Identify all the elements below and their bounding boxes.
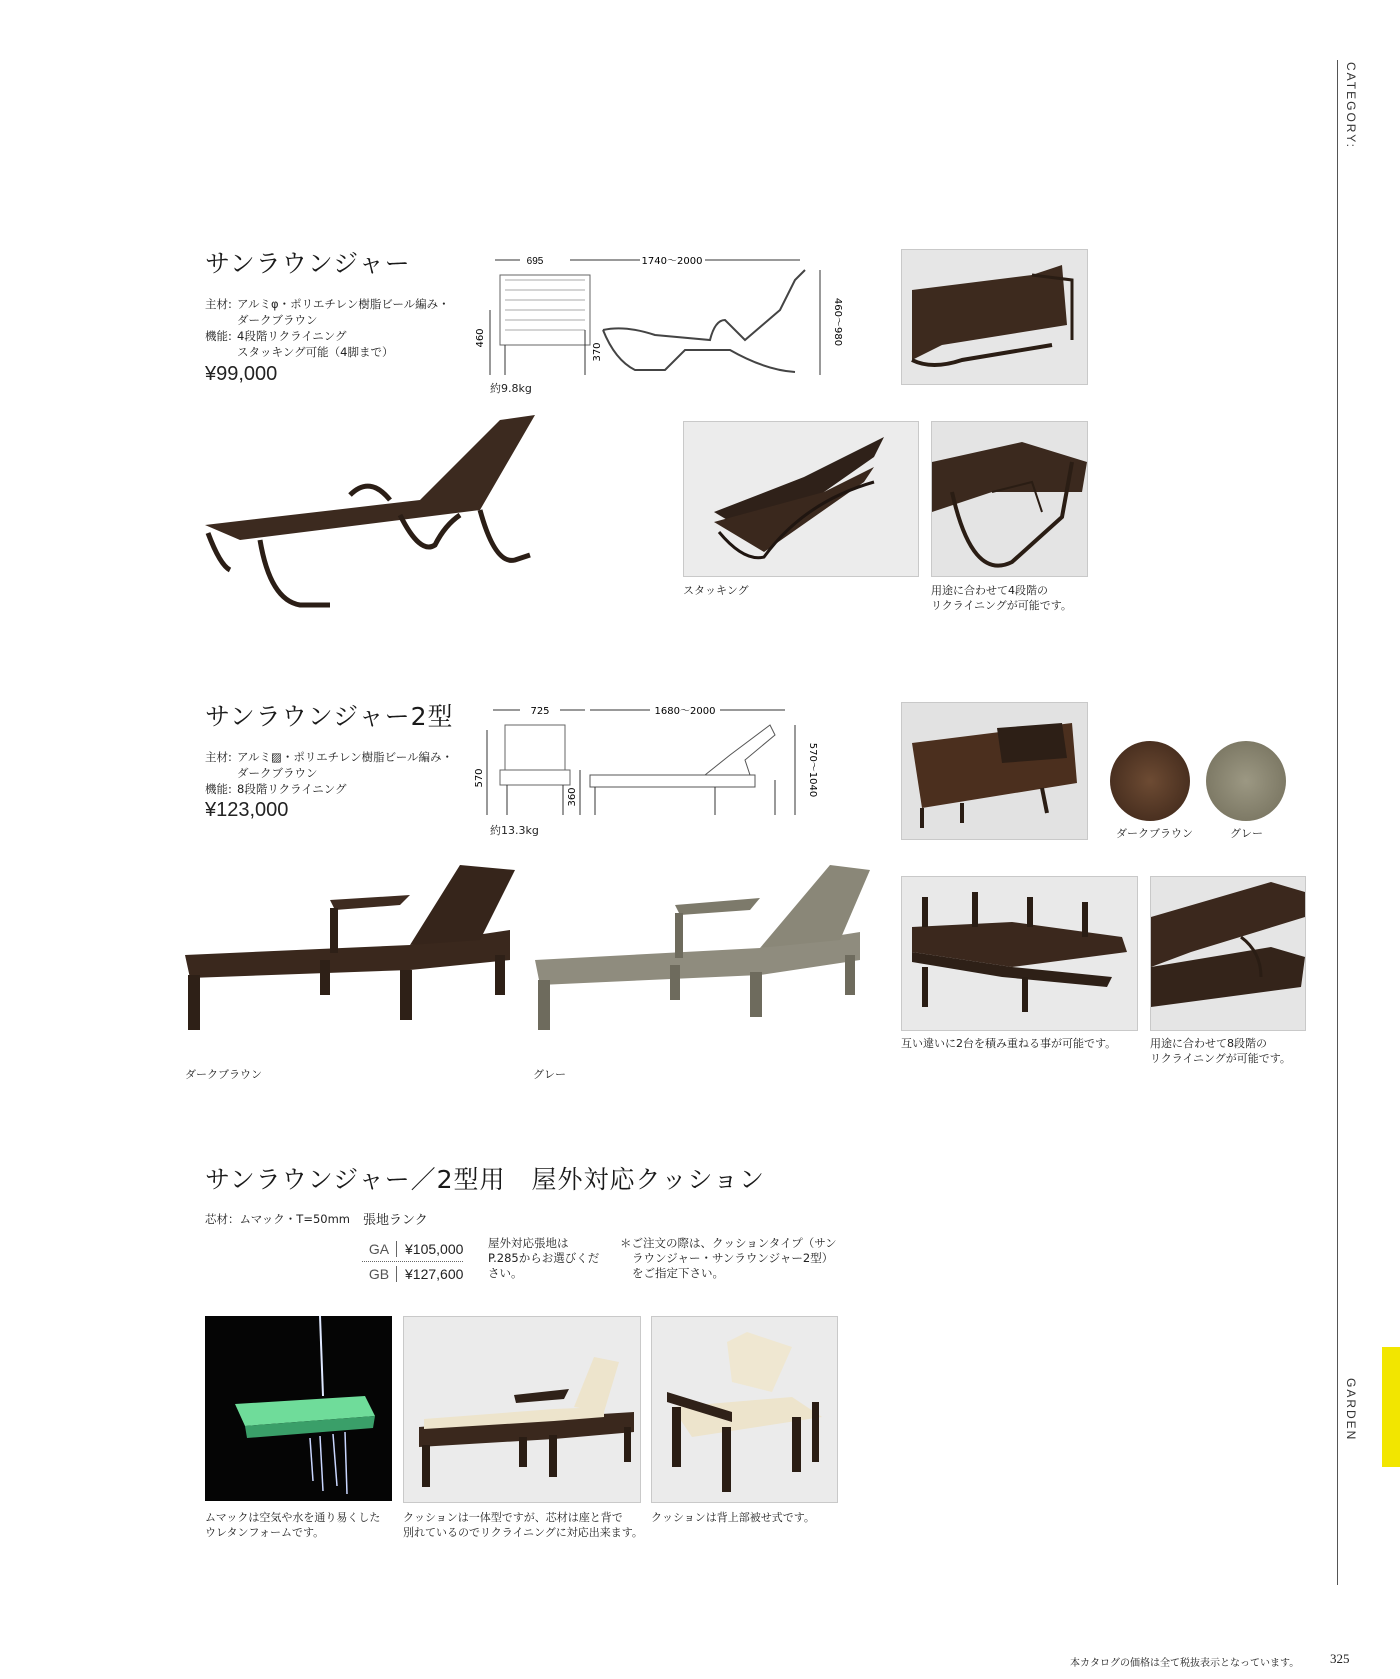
product1-weight: 約9.8kg <box>490 382 532 395</box>
product1-dim-width: 695 <box>526 256 544 267</box>
product1-dim-height: 460～980 <box>832 297 843 347</box>
product1-recline-photo <box>931 421 1088 577</box>
product2-recline-photo <box>1150 876 1306 1031</box>
foam-photo <box>205 1316 392 1501</box>
swatch-gray <box>1206 741 1286 821</box>
product2-dim-height: 570～1040 <box>807 742 818 798</box>
swatch-gray-label: グレー <box>1230 827 1263 840</box>
product1-spec: 主材: アルミφ・ポリエチレン樹脂ビール編み・ ダークブラウン 機能: 4段階リクライニング スタッキング可能（4脚まで） <box>205 297 450 359</box>
product2-dark-caption: ダークブラウン <box>185 1068 262 1081</box>
fabric-note: 屋外対応張地は P.285からお選びくだ さい。 <box>488 1236 600 1280</box>
rank-row-ga: GA ¥105,000 <box>362 1237 463 1262</box>
cushion-chair-photo <box>403 1316 641 1503</box>
sidebar-rule <box>1337 60 1338 1585</box>
cushion-core-spec: 芯材：ムマック・T=50mm <box>205 1212 351 1226</box>
rank-title: 張地ランク <box>363 1213 428 1228</box>
swatch-dark-brown <box>1110 741 1190 821</box>
product2-dim-length: 1680～2000 <box>654 706 716 717</box>
rank-table <box>362 1237 463 1286</box>
product1-title: サンラウンジャー <box>205 249 411 278</box>
product2-recline-caption: 用途に合わせて8段階の リクライニングが可能です。 <box>1150 1037 1291 1065</box>
product2-weight: 約13.3kg <box>490 824 539 837</box>
product2-price: ¥123,000 <box>205 799 289 821</box>
product1-recline-caption: 用途に合わせて4段階の リクライニングが可能です。 <box>931 584 1072 612</box>
product1-stacking-caption: スタッキング <box>683 584 749 597</box>
product1-dim-length: 1740～2000 <box>641 256 703 267</box>
product1-dimension-drawing <box>475 250 845 390</box>
product2-title: サンラウンジャー2型 <box>205 702 454 731</box>
product1-dim-seat2: 370 <box>592 342 603 362</box>
footer-note: 本カタログの価格は全て税抜表示となっています。 <box>1070 1658 1300 1669</box>
product2-stack-photo <box>901 876 1138 1031</box>
product1-price: ¥99,000 <box>205 363 278 385</box>
product2-spec: 主材: アルミ▨・ポリエチレン樹脂ビール編み・ ダークブラウン 機能: 8段階リクライニング <box>205 750 453 796</box>
product1-folded-photo <box>901 249 1088 385</box>
cushion-onepiece-caption: クッションは一体型ですが、芯材は座と背で 別れているのでリクライニングに対応出来ます。 <box>403 1511 643 1539</box>
order-note: ＊ご注文の際は、クッションタイプ（サン ラウンジャー・サンラウンジャー2型） をご指定下さい。 <box>620 1236 837 1280</box>
foam-caption: ムマックは空気や水を通り易くした ウレタンフォームです。 <box>205 1511 381 1539</box>
section-label: GARDEN <box>1344 1378 1358 1442</box>
cushion-title: サンラウンジャー／2型用 屋外対応クッション <box>205 1165 766 1194</box>
cushion-back-caption: クッションは背上部被せ式です。 <box>651 1511 815 1524</box>
cushion-back-photo <box>651 1316 838 1503</box>
category-label: CATEGORY: <box>1344 62 1358 149</box>
product2-stack-caption: 互い違いに2台を積み重ねる事が可能です。 <box>901 1037 1117 1050</box>
section-tab <box>1382 1347 1400 1467</box>
page-number: 325 <box>1330 1651 1350 1666</box>
product2-dim-width: 725 <box>530 706 550 717</box>
product2-underside-photo <box>901 702 1088 840</box>
product2-dark-chair-photo <box>180 860 520 1040</box>
swatch-dark-brown-label: ダークブラウン <box>1116 827 1193 840</box>
product2-gray-caption: グレー <box>533 1068 566 1081</box>
product2-gray-chair-photo <box>530 860 870 1040</box>
product1-dim-seat: 460 <box>475 328 486 348</box>
product1-stacking-photo <box>683 421 919 577</box>
product1-chair-photo <box>200 415 545 615</box>
product2-dimension-drawing <box>474 700 818 825</box>
rank-row-gb: GB ¥127,600 <box>362 1262 463 1286</box>
product2-dim-seat2: 360 <box>567 787 578 807</box>
product2-dim-seat: 570 <box>474 768 485 788</box>
